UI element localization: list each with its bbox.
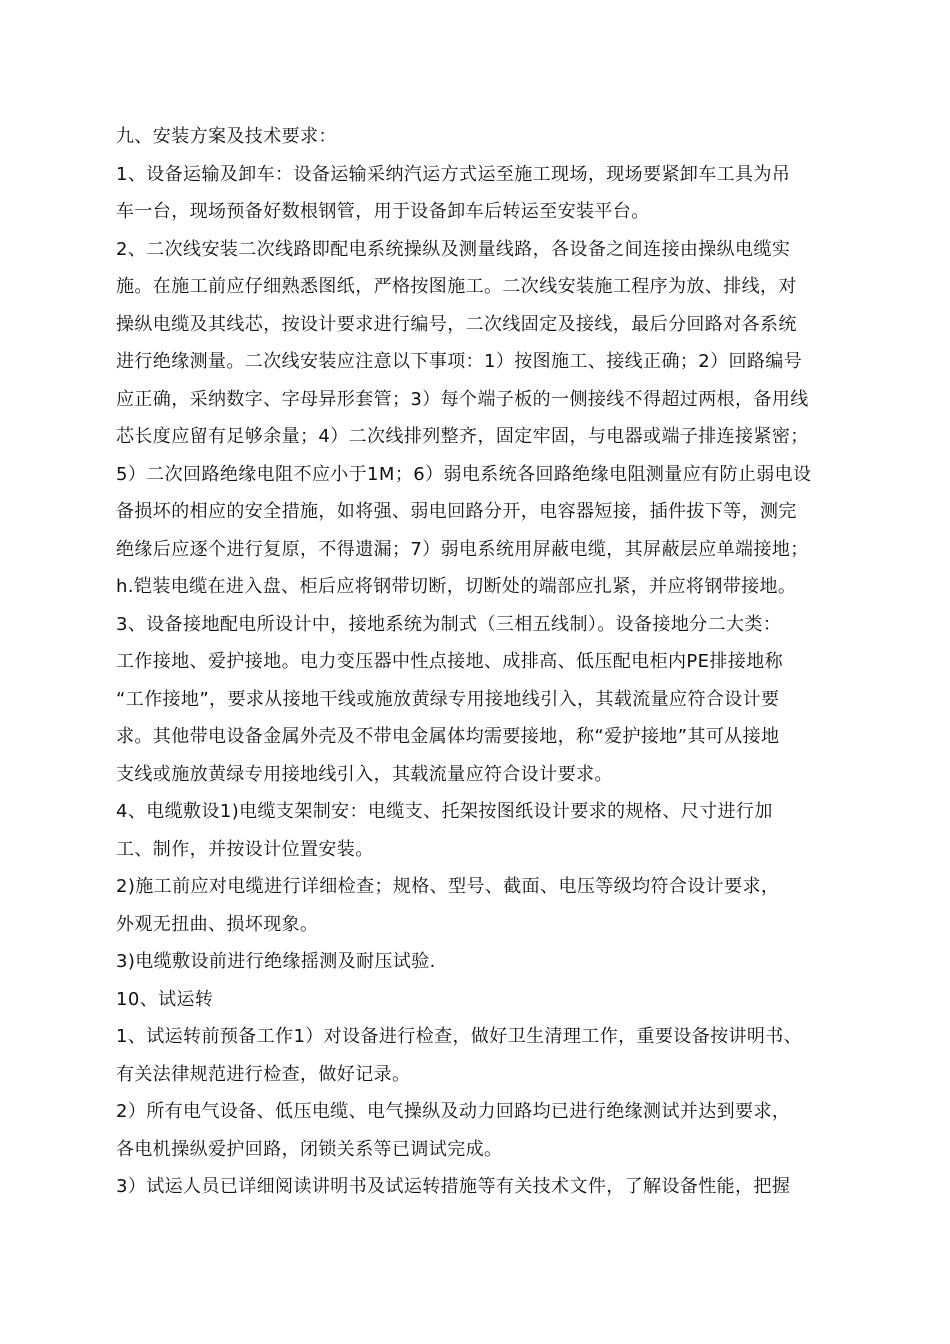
paragraph-line: 5）二次回路绝缘电阻不应小于1M；6）弱电系统各回路绝缘电阻测量应有防止弱电设	[116, 464, 812, 485]
section-heading-installation: 九、安装方案及技术要求：	[116, 126, 337, 147]
paragraph-line: 3、设备接地配电所设计中，接地系统为制式（三相五线制）。设备接地分二大类：	[116, 614, 782, 635]
paragraph-line: 芯长度应留有足够余量；4）二次线排列整齐，固定牢固，与电器或端子排连接紧密；	[116, 426, 809, 447]
paragraph-line: 2)施工前应对电缆进行详细检查；规格、型号、截面、电压等级均符合设计要求，	[116, 876, 780, 897]
paragraph-line: 外观无扭曲、损坏现象。	[116, 914, 319, 935]
paragraph-line: 3）试运人员已详细阅读讲明书及试运转措施等有关技术文件，了解设备性能，把握	[116, 1176, 791, 1197]
paragraph-line: 2、二次线安装二次线路即配电系统操纵及测量线路，各设备之间连接由操纵电缆实	[116, 239, 791, 260]
paragraph-line: 支线或施放黄绿专用接地线引入，其载流量应符合设计要求。	[116, 764, 613, 785]
paragraph-line: 4、电缆敷设1)电缆支架制安：电缆支、托架按图纸设计要求的规格、尺寸进行加	[116, 801, 773, 822]
paragraph-line: 工作接地、爱护接地。电力变压器中性点接地、成排高、低压配电柜内PE排接地称	[116, 651, 784, 672]
paragraph-line: “工作接地”，要求从接地干线或施放黄绿专用接地线引入，其载流量应符合设计要	[116, 689, 780, 710]
paragraph-line: 应正确，采纳数字、字母异形套管；3）每个端子板的一侧接线不得超过两根，备用线	[116, 389, 809, 410]
paragraph-line: 进行绝缘测量。二次线安装应注意以下事项：1）按图施工、接线正确；2）回路编号	[116, 351, 803, 372]
paragraph-line: 有关法律规范进行检查，做好记录。	[116, 1064, 411, 1085]
paragraph-line: 1、试运转前预备工作1）对设备进行检查，做好卫生清理工作，重要设备按讲明书、	[116, 1026, 803, 1047]
paragraph-line: 备损坏的相应的安全措施，如将强、弱电回路分开，电容器短接，插件拔下等，测完	[116, 501, 797, 522]
paragraph-line: 2）所有电气设备、低压电缆、电气操纵及动力回路均已进行绝缘测试并达到要求，	[116, 1101, 791, 1122]
paragraph-line: 操纵电缆及其线芯，按设计要求进行编号，二次线固定及接线，最后分回路对各系统	[116, 314, 797, 335]
paragraph-line: 绝缘后应逐个进行复原，不得遗漏；7）弱电系统用屏蔽电缆，其屏蔽层应单端接地；	[116, 539, 809, 560]
paragraph-line: 各电机操纵爱护回路，闭锁关系等已调试完成。	[116, 1139, 503, 1160]
paragraph-line: 求。其他带电设备金属外壳及不带电金属体均需要接地，称“爱护接地”其可从接地	[116, 726, 780, 747]
paragraph-line: h.铠装电缆在进入盘、柜后应将钢带切断，切断处的端部应扎紧，并应将钢带接地。	[116, 576, 797, 597]
paragraph-line: 3)电缆敷设前进行绝缘摇测及耐压试验.	[116, 951, 436, 972]
paragraph-line: 施。在施工前应仔细熟悉图纸，严格按图施工。二次线安装施工程序为放、排线，对	[116, 276, 797, 297]
paragraph-line: 1、设备运输及卸车：设备运输采纳汽运方式运至施工现场，现场要紧卸车工具为吊	[116, 164, 791, 185]
section-heading-trial-run: 10、试运转	[116, 989, 214, 1010]
paragraph-line: 车一台，现场预备好数根钢管，用于设备卸车后转运至安装平台。	[116, 201, 650, 222]
paragraph-line: 工、制作，并按设计位置安装。	[116, 839, 374, 860]
